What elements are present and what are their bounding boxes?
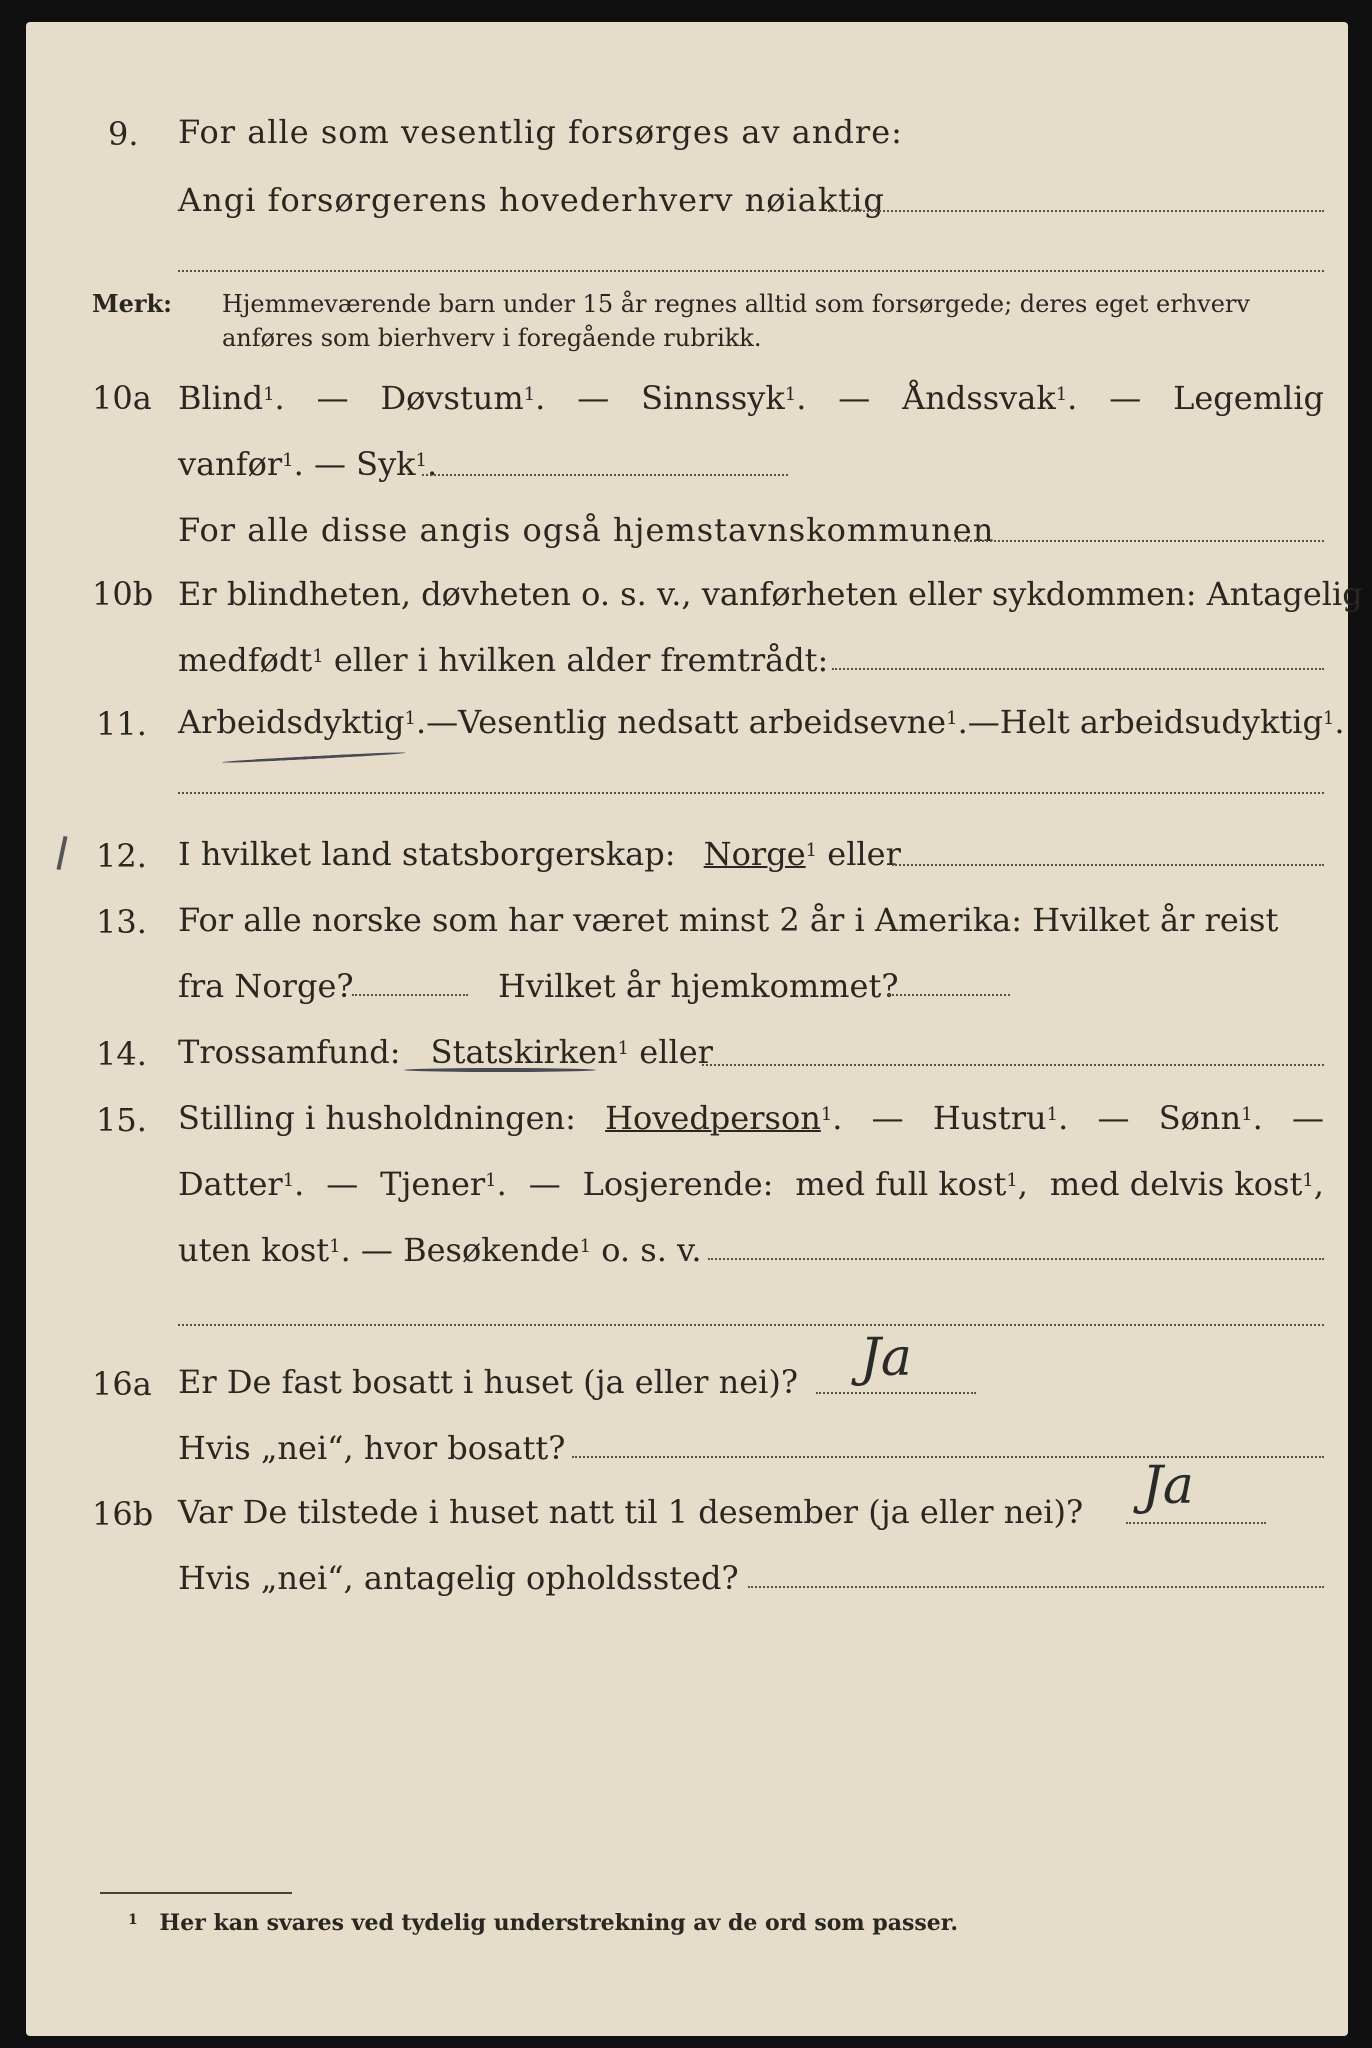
q16b-handwritten-answer[interactable]: Ja xyxy=(1142,1456,1194,1516)
q10b-answer-line[interactable] xyxy=(832,668,1324,670)
q13-hjemkommet-line[interactable] xyxy=(888,994,1010,996)
q16a-answer-line[interactable] xyxy=(816,1392,976,1394)
q10a-option-vanfor[interactable]: vanfør xyxy=(178,445,283,483)
q15-option-tjener[interactable]: Tjener xyxy=(380,1165,486,1203)
merk-label: Merk: xyxy=(92,289,172,318)
q10a-option-sinnssyk[interactable]: Sinnssyk xyxy=(641,379,785,417)
q10a-option-blind[interactable]: Blind xyxy=(178,379,264,417)
footnote-mark: 1 xyxy=(128,1912,138,1928)
q16b-number: 16b xyxy=(92,1495,154,1533)
q9-line2: Angi forsørgerens hovederhverv nøiaktig xyxy=(178,181,885,219)
q14-number: 14. xyxy=(96,1035,147,1073)
q10a-line2: vanfør$^1$. — Syk$^1$. xyxy=(178,445,438,483)
q10a-line1: Blind$^1$. — Døvstum$^1$. — Sinnssyk$^1$. — Åndssvak$^1$. — Legemlig xyxy=(178,379,1324,417)
q10a-option-syk[interactable]: Syk xyxy=(356,445,416,483)
q10a-option-dovstum[interactable]: Døvstum xyxy=(380,379,524,417)
q10a-number: 10a xyxy=(92,379,152,417)
q15-option-sonn[interactable]: Sønn xyxy=(1158,1099,1242,1137)
q16a-bosatt-line[interactable] xyxy=(572,1456,1324,1458)
census-form-page xyxy=(26,22,1363,2036)
q11-answer-line[interactable] xyxy=(178,792,1324,794)
q11-number: 11. xyxy=(96,705,147,743)
q15-answer-line-2[interactable] xyxy=(178,1324,1324,1326)
q11-line: Arbeidsdyktig$^1$. — Vesentlig nedsatt arbeidsevne$^1$. — Helt arbeidsudyktig$^1$. xyxy=(178,703,1345,741)
q10a-option-legemlig[interactable]: Legemlig xyxy=(1173,379,1324,417)
q12-eller: eller xyxy=(827,835,901,873)
q15-answer-line[interactable] xyxy=(708,1258,1324,1260)
q15-line1: Stilling i husholdningen: Hovedperson$^1$. — Hustru$^1$. — Sønn$^1$. — xyxy=(178,1099,1324,1137)
q16b-answer-line[interactable] xyxy=(1126,1522,1266,1524)
q9-answer-line[interactable] xyxy=(828,210,1324,212)
q10b-option-medfodt[interactable]: medfødt xyxy=(178,641,313,679)
q16a-question: Er De fast bosatt i huset (ja eller nei)? xyxy=(178,1363,799,1401)
q10a-line3: For alle disse angis også hjemstavnskommunen xyxy=(178,511,995,549)
q15-option-losjerende: Losjerende: xyxy=(582,1165,774,1203)
q10b-line1: Er blindheten, døvheten o. s. v., vanførheten eller sykdommen: Antagelig xyxy=(178,575,1363,613)
q13-hjemkommet-label: Hvilket år hjemkommet? xyxy=(498,967,899,1005)
q13-reist-label: fra Norge? xyxy=(178,967,354,1005)
q15-label: Stilling i husholdningen: xyxy=(178,1099,576,1137)
pencil-check-mark xyxy=(57,836,68,870)
q14-pen-underline xyxy=(404,1068,596,1072)
q12-answer-line[interactable] xyxy=(892,864,1324,866)
q15-option-full-kost[interactable]: med full kost xyxy=(795,1165,1007,1203)
q9-number: 9. xyxy=(108,115,139,153)
q15-option-datter[interactable]: Datter xyxy=(178,1165,283,1203)
q15-option-hustru[interactable]: Hustru xyxy=(932,1099,1047,1137)
merk-line2: anføres som bierhverv i foregående rubrikk. xyxy=(222,324,762,352)
q16a-number: 16a xyxy=(92,1365,152,1403)
q14-question: Trossamfund: xyxy=(178,1033,401,1071)
q15-line2: Datter$^1$. — Tjener$^1$. — Losjerende: med full kost$^1$, med delvis kost$^1$, xyxy=(178,1165,1324,1203)
q10b-option-alder: eller i hvilken alder fremtrådt: xyxy=(333,641,829,679)
q15-option-uten-kost[interactable]: uten kost xyxy=(178,1231,330,1269)
q13-number: 13. xyxy=(96,903,147,941)
q14-option-statskirken[interactable]: Statskirken xyxy=(430,1033,618,1071)
q16a-handwritten-answer[interactable]: Ja xyxy=(860,1328,912,1388)
q11-option-nedsatt[interactable]: Vesentlig nedsatt arbeidsevne xyxy=(458,703,947,741)
q15-option-delvis-kost[interactable]: med delvis kost xyxy=(1049,1165,1303,1203)
q12-question: I hvilket land statsborgerskap: xyxy=(178,835,676,873)
q15-line3: uten kost$^1$. — Besøkende$^1$ o. s. v. xyxy=(178,1231,702,1269)
q15-option-besokende[interactable]: Besøkende xyxy=(403,1231,580,1269)
footnote-text: Her kan svares ved tydelig understrekning av de ord som passer. xyxy=(159,1910,958,1936)
q11-option-arbeidsdyktig[interactable]: Arbeidsdyktig xyxy=(178,703,405,741)
q9-line1: For alle som vesentlig forsørges av andre: xyxy=(178,113,903,151)
footnote-rule xyxy=(100,1892,292,1894)
merk-line1: Hjemmeværende barn under 15 år regnes alltid som forsørgede; deres eget erhverv xyxy=(222,290,1250,318)
q12-number: 12. xyxy=(96,837,147,875)
footnote xyxy=(128,1912,958,1934)
q13-line1: For alle norske som har været minst 2 år i Amerika: Hvilket år reist xyxy=(178,901,1279,939)
q14-answer-line[interactable] xyxy=(702,1064,1324,1066)
q9-answer-line-2[interactable] xyxy=(178,270,1324,272)
q13-reist-line[interactable] xyxy=(352,994,468,996)
q11-pen-underline xyxy=(222,751,406,764)
q15-option-hovedperson[interactable]: Hovedperson xyxy=(605,1099,821,1137)
q16b-opholdssted-line[interactable] xyxy=(748,1586,1324,1588)
q15-number: 15. xyxy=(96,1101,147,1139)
q10a-kommune-line[interactable] xyxy=(954,540,1324,542)
q12-line: I hvilket land statsborgerskap: Norge$^1$ eller xyxy=(178,835,901,873)
q10a-answer-line[interactable] xyxy=(422,474,788,476)
q16a-line2: Hvis „nei“, hvor bosatt? xyxy=(178,1429,566,1467)
q16b-question: Var De tilstede i huset natt til 1 desember (ja eller nei)? xyxy=(178,1493,1084,1531)
q10b-number: 10b xyxy=(92,575,154,613)
q14-line: Trossamfund: Statskirken$^1$ eller xyxy=(178,1033,713,1071)
q11-option-udyktig[interactable]: Helt arbeidsudyktig xyxy=(999,703,1323,741)
q15-osv: o. s. v. xyxy=(601,1231,702,1269)
q14-eller: eller xyxy=(639,1033,713,1071)
q16b-line2: Hvis „nei“, antagelig opholdssted? xyxy=(178,1559,739,1597)
q12-option-norge[interactable]: Norge xyxy=(703,835,806,873)
q10b-line2: medfødt$^1$ eller i hvilken alder fremtrådt: xyxy=(178,641,829,679)
q10a-option-andssvak[interactable]: Åndssvak xyxy=(902,379,1056,417)
